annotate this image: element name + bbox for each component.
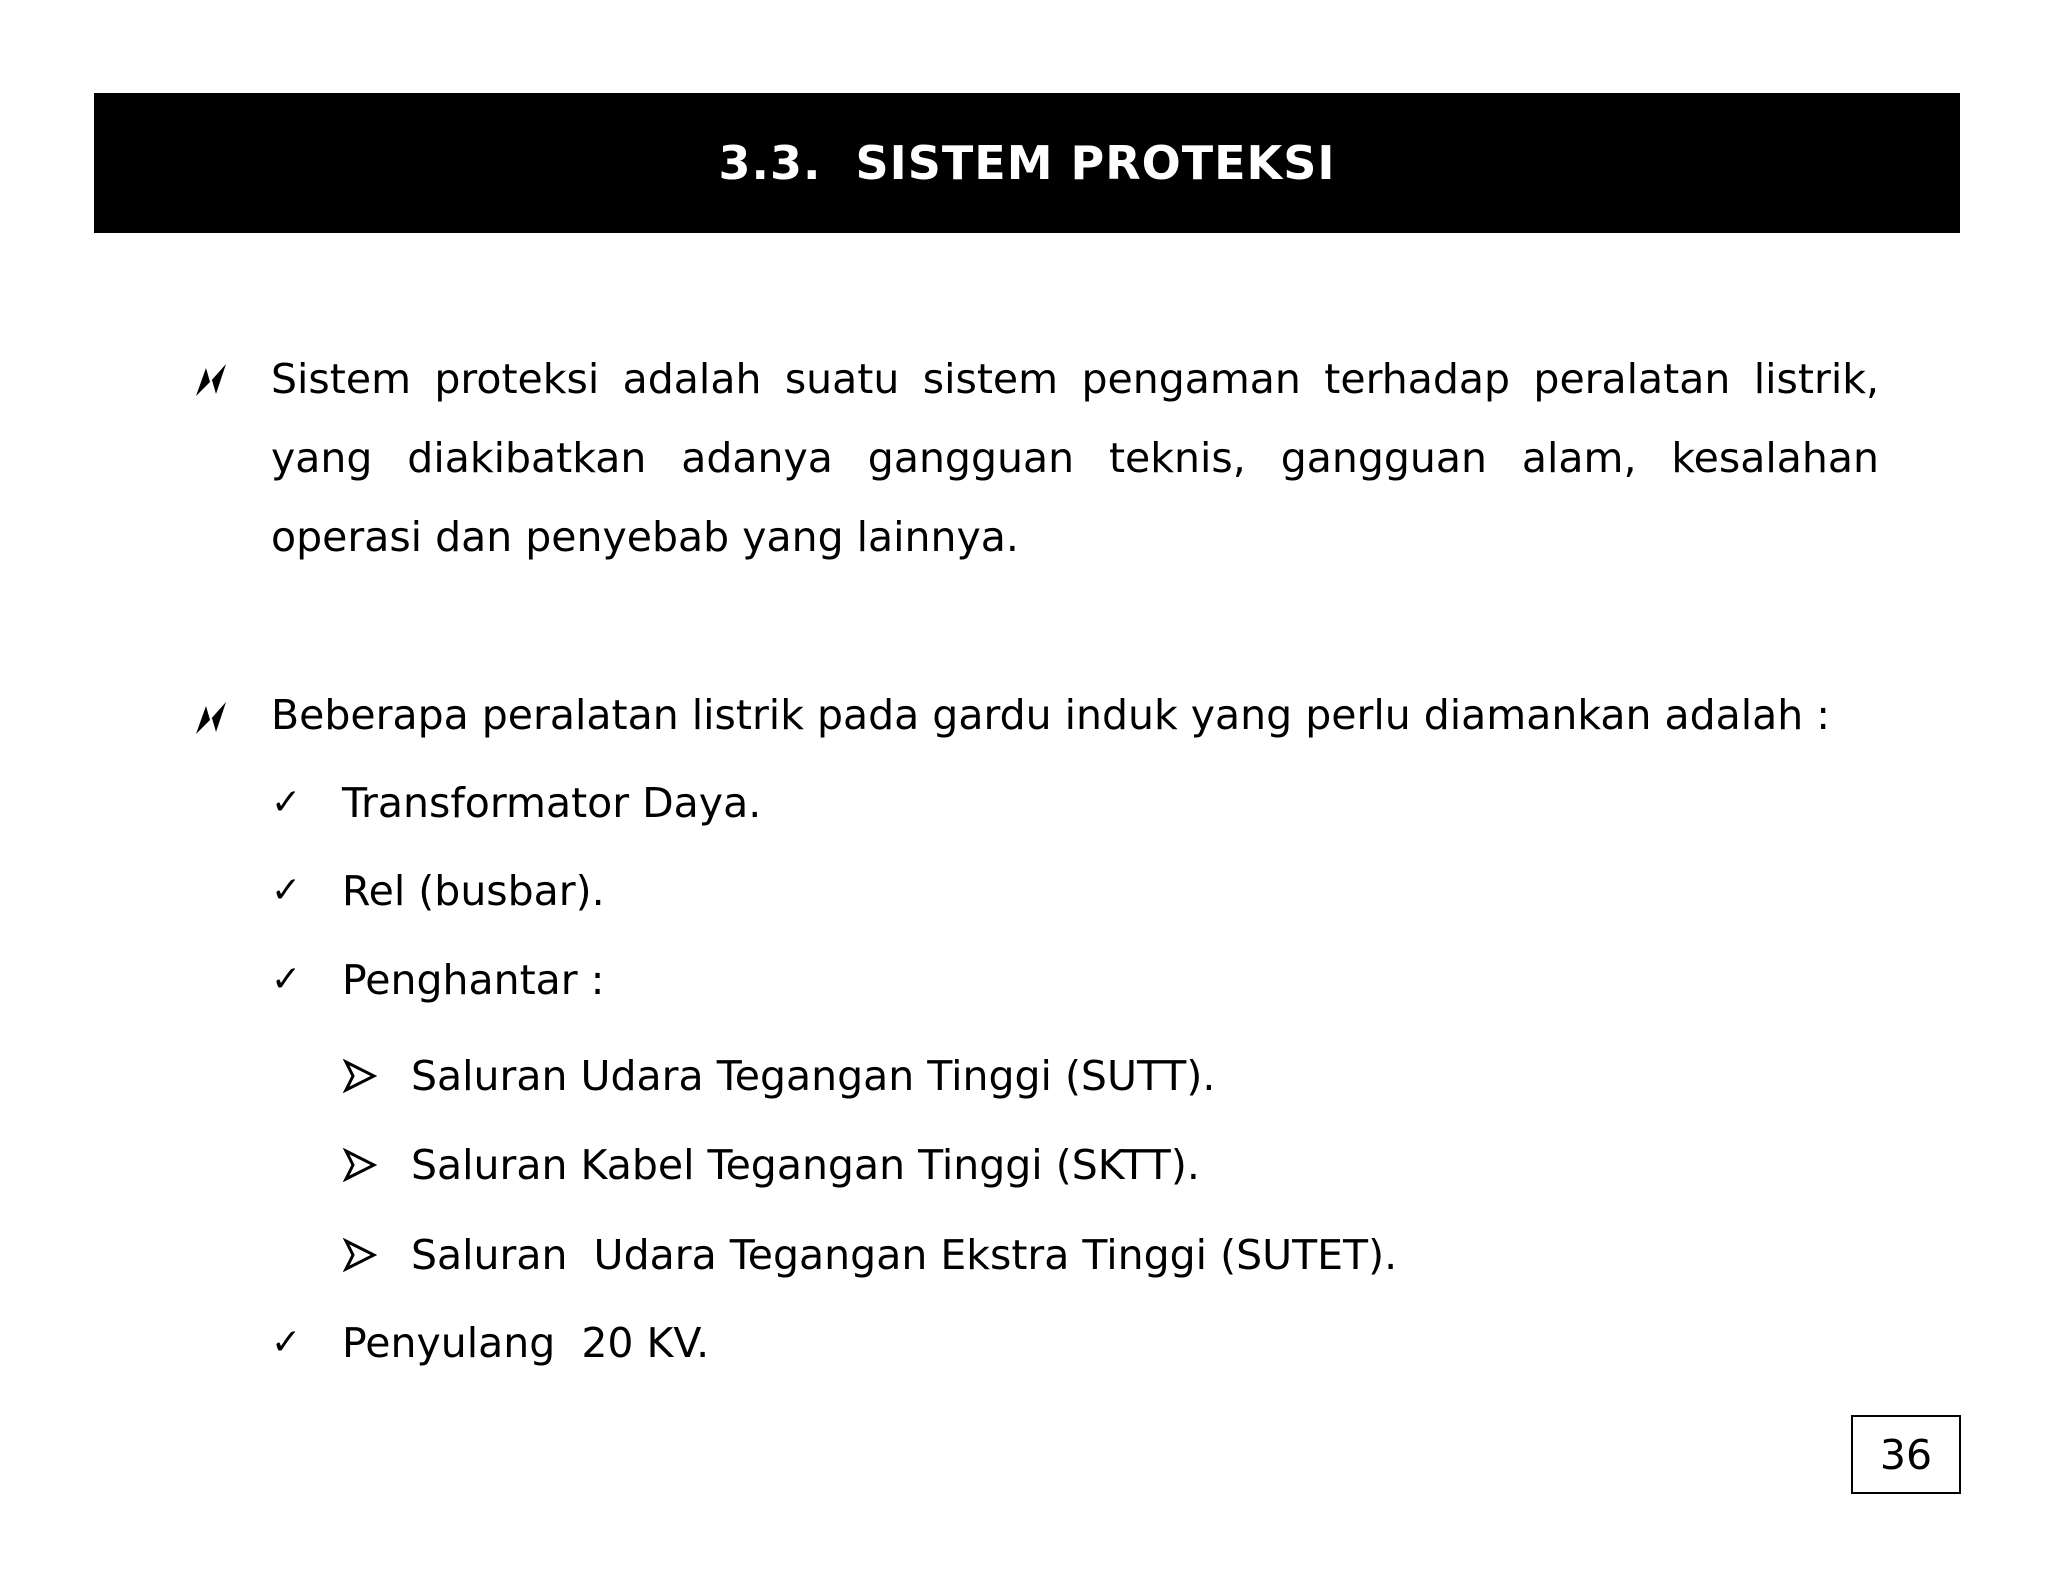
paragraph-equipment: Beberapa peralatan listrik pada gardu induk yang perlu diamankan adalah : (271, 691, 1831, 739)
sub-list-item: Saluran Udara Tegangan Tinggi (SUTT). (411, 1052, 1216, 1100)
sub-list-item: Saluran Kabel Tegangan Tinggi (SKTT). (411, 1141, 1200, 1189)
page-number: 36 (1879, 1430, 1933, 1479)
list-item: Transformator Daya. (342, 779, 762, 827)
paragraph-intro: Sistem proteksi adalah suatu sistem pengaman terhadap peralatan listrik, yang diakibatkan adanya gangguan teknis, gangguan alam, kesalahan operasi dan penyebab yang lainnya. (271, 355, 1879, 561)
arrowhead-icon (343, 1059, 377, 1093)
list-item: Penghantar : (342, 956, 605, 1004)
list-item: Rel (busbar). (342, 867, 605, 915)
checkmark-icon: ✓ (271, 870, 302, 911)
page-number-box (1851, 1415, 1961, 1494)
lightning-bolt-icon (192, 698, 232, 738)
arrowhead-icon (343, 1238, 377, 1272)
title-bar (94, 93, 1960, 233)
lightning-bolt-icon (192, 360, 232, 400)
checkmark-icon: ✓ (271, 782, 302, 823)
checkmark-icon: ✓ (271, 959, 302, 1000)
arrowhead-icon (343, 1148, 377, 1182)
sub-list-item: Saluran Udara Tegangan Ekstra Tinggi (SUTET). (411, 1231, 1398, 1279)
page-title: 3.3. SISTEM PROTEKSI (718, 136, 1336, 190)
checkmark-icon: ✓ (271, 1322, 302, 1363)
list-item: Penyulang 20 KV. (342, 1319, 710, 1367)
